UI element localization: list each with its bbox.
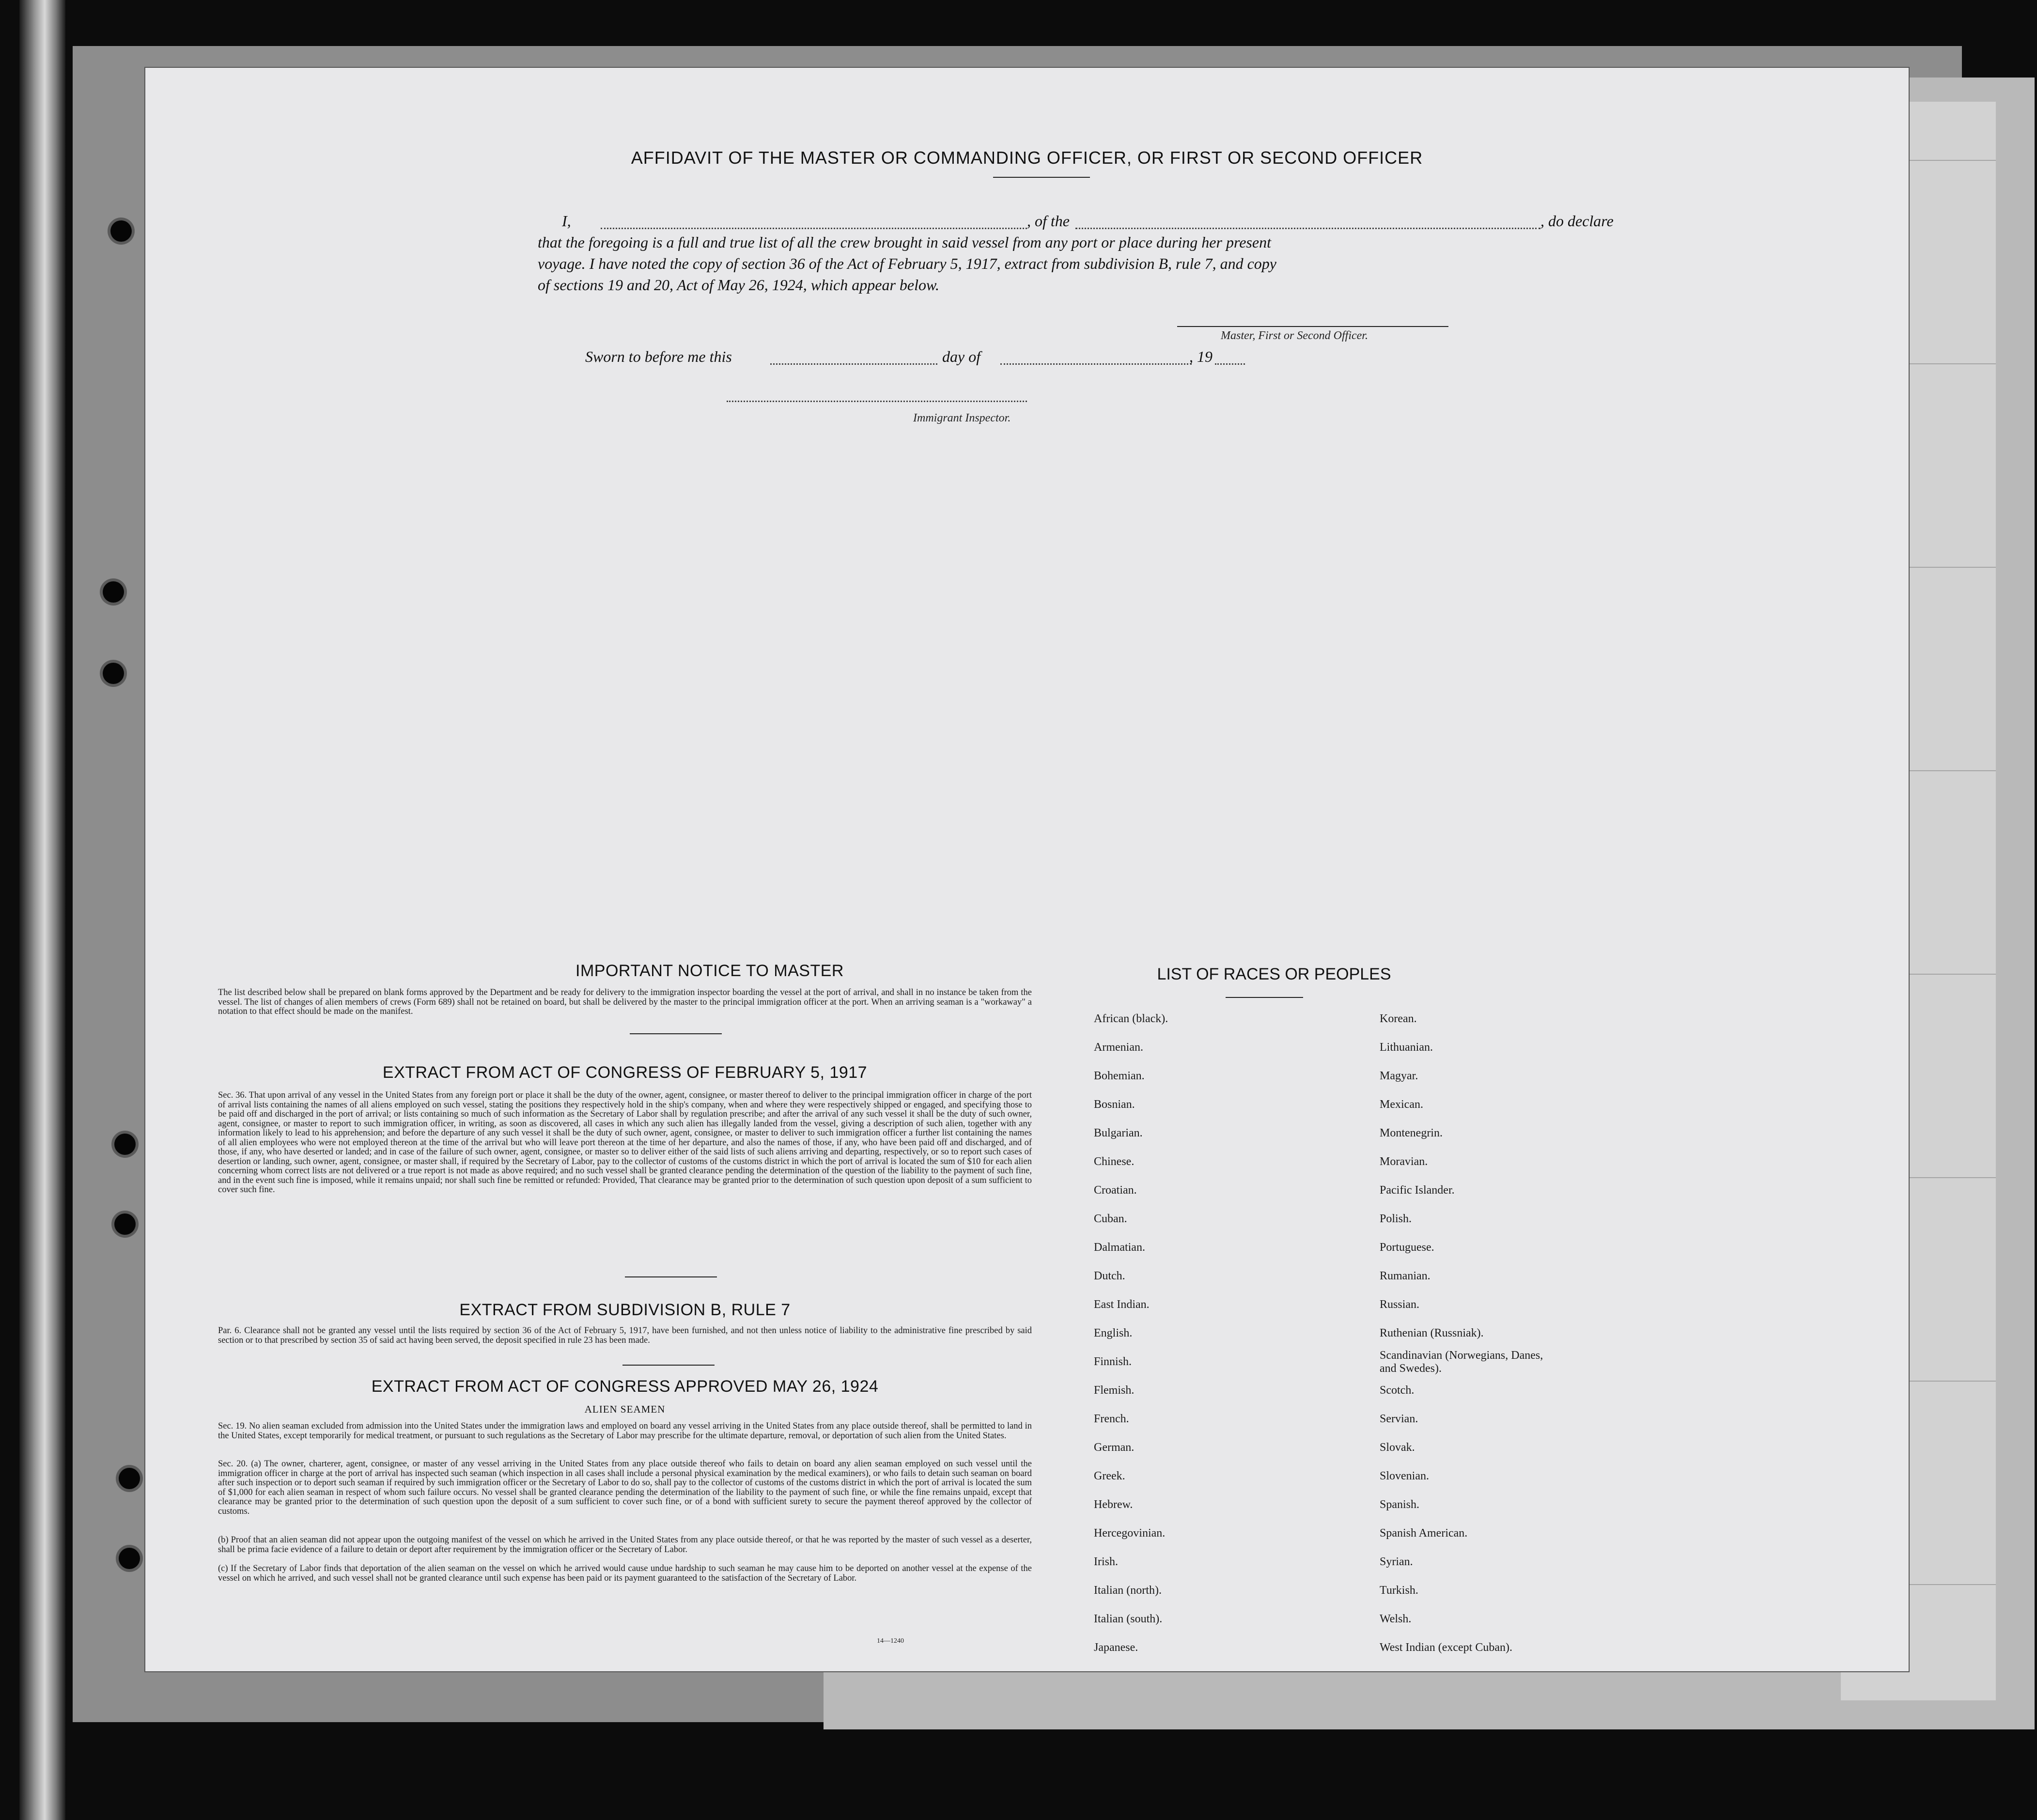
race-item: Armenian. (1094, 1041, 1143, 1054)
divider (622, 1365, 715, 1366)
sworn-year: , 19 (1189, 348, 1213, 365)
sec-20c-text: (c) If the Secretary of Labor finds that deportation of the alien seaman on the vessel on which he arrived would cause undue hardship to such seaman he may cause him to be deported on another vessel at the expense of the vessel on which he arrived, and such vessel shall not be granted clearance until such expense has been paid or its payment guaranteed to the satisfaction of the Secretary of Labor. (218, 1564, 1032, 1583)
race-item: Greek. (1094, 1470, 1125, 1482)
alien-seamen-subtitle: ALIEN SEAMEN (584, 1403, 666, 1415)
race-item: Slovenian. (1380, 1470, 1429, 1482)
race-item: Portuguese. (1380, 1241, 1434, 1254)
affidavit-line-2: that the foregoing is a full and true list of all the crew brought in said vessel from any port or place during her present (538, 233, 1271, 251)
race-item: African (black). (1094, 1012, 1168, 1025)
race-item: Montenegrin. (1380, 1127, 1443, 1139)
race-item: Moravian. (1380, 1155, 1428, 1168)
affidavit-i: I, (562, 212, 571, 230)
race-item: Scotch. (1380, 1384, 1415, 1397)
race-item: Croatian. (1094, 1184, 1137, 1197)
affidavit-line-3: voyage. I have noted the copy of section 36 of the Act of February 5, 1917, extract from subdivision B, rule 7, and copy (538, 255, 1276, 272)
sworn-prefix: Sworn to before me this (585, 348, 732, 365)
race-item: Bohemian. (1094, 1070, 1145, 1082)
binder-hole (114, 1213, 136, 1235)
affidavit-of-the: , of the (1027, 212, 1070, 230)
race-item: Korean. (1380, 1012, 1417, 1025)
binder-hole (103, 663, 124, 684)
race-item: Rumanian. (1380, 1270, 1431, 1282)
race-item: Spanish American. (1380, 1527, 1468, 1540)
form-number: 14—1240 (877, 1637, 904, 1645)
race-item: Bosnian. (1094, 1098, 1135, 1111)
binder-strip (19, 0, 65, 1820)
sworn-year-blank (1215, 363, 1245, 365)
race-item: Russian. (1380, 1298, 1420, 1311)
binder-hole (110, 220, 132, 242)
race-item: Finnish. (1094, 1355, 1132, 1368)
name-blank (601, 228, 1027, 229)
race-item: Mexican. (1380, 1098, 1423, 1111)
race-item: Hebrew. (1094, 1498, 1133, 1511)
binder-hole (114, 1134, 136, 1155)
race-item: Italian (south). (1094, 1613, 1163, 1625)
affidavit-title: AFFIDAVIT OF THE MASTER OR COMMANDING OFFICER, OR FIRST OR SECOND OFFICER (631, 148, 1423, 168)
inspector-signature-line (727, 401, 1027, 402)
binder-hole (103, 581, 124, 603)
race-item: East Indian. (1094, 1298, 1150, 1311)
extract-1924-title: EXTRACT FROM ACT OF CONGRESS APPROVED MAY 26, 1924 (371, 1377, 879, 1396)
binder-hole (119, 1548, 140, 1569)
race-item: Slovak. (1380, 1441, 1415, 1454)
affidavit-line-4: of sections 19 and 20, Act of May 26, 1924, which appear below. (538, 276, 939, 294)
race-item: Spanish. (1380, 1498, 1420, 1511)
race-item: Magyar. (1380, 1070, 1418, 1082)
vessel-blank (1075, 228, 1540, 229)
sworn-day-of: day of (942, 348, 981, 365)
sworn-month-blank (1000, 363, 1192, 365)
sec-20a-text: Sec. 20. (a) The owner, charterer, agent, consignee, or master of any vessel arriving in the United States from any place outside thereof who fails to detain on board any alien seaman employed on such vessel until the immigration officer in charge at the port of arrival has inspected such seaman (which inspection in all cases shall include a personal physical examination by the medical examiners), or who fails to detain such seaman on board after such inspection or to deport such seaman if required by such immigration officer or the Secretary of Labor to do so, shall pay to the collector of customs of the customs district in which the port of arrival is located the sum of $1,000 for each alien seaman in respect of whom such failure occurs. No vessel shall be granted clearance pending the determination of the liability to the payment of such fine, or while the fine remains unpaid, except that clearance may be granted prior to the determination of such question upon the deposit of a sum sufficient to cover such fine, or of a bond with sufficient surety to secure the payment thereof approved by the collector of customs. (218, 1459, 1032, 1516)
master-signature-caption: Master, First or Second Officer. (1221, 329, 1368, 342)
sec-20b-text: (b) Proof that an alien seaman did not appear upon the outgoing manifest of the vessel on which he arrived in the United States from any place outside thereof, or that he was reported by the master of such vessel as a deserter, shall be prima facie evidence of a failure to detain or deport after requirement by the immigration officer or the Secretary of Labor. (218, 1535, 1032, 1555)
races-title: LIST OF RACES OR PEOPLES (1157, 965, 1391, 983)
race-item: Syrian. (1380, 1556, 1413, 1568)
notice-text: The list described below shall be prepared on blank forms approved by the Department and be ready for delivery to the immigration inspector boarding the vessel at the port of arrival, and shall in no instance be taken from the vessel. The list of changes of alien members of crews (Form 689) shall not be retained on board, but shall be delivered by the master to the principal immigration officer at the port. When an arriving seaman is a "workaway" a notation to that effect should be made on the manifest. (218, 988, 1032, 1016)
race-item: English. (1094, 1327, 1133, 1339)
form-sheet (145, 68, 1909, 1671)
race-item: Hercegovinian. (1094, 1527, 1166, 1540)
race-item: Italian (north). (1094, 1584, 1162, 1597)
sec-19-text: Sec. 19. No alien seaman excluded from admission into the United States under the immigration laws and employed on board any vessel arriving in the United States from any place outside thereof, shall be permitted to land in the United States, except temporarily for medical treatment, or pursuant to such regulations as the Secretary of Labor may prescribe for the ultimate departure, removal, or deportation of such alien from the United States. (218, 1421, 1032, 1441)
divider (1226, 997, 1303, 998)
race-item: Chinese. (1094, 1155, 1135, 1168)
binder-hole (119, 1468, 140, 1489)
race-item: Lithuanian. (1380, 1041, 1433, 1054)
master-signature-line (1177, 326, 1448, 327)
extract-1917-title: EXTRACT FROM ACT OF CONGRESS OF FEBRUARY 5, 1917 (382, 1063, 868, 1082)
race-item: Bulgarian. (1094, 1127, 1143, 1139)
race-item: French. (1094, 1413, 1129, 1425)
race-item: Polish. (1380, 1213, 1412, 1225)
race-item: Flemish. (1094, 1384, 1135, 1397)
extract-1917-text: Sec. 36. That upon arrival of any vessel in the United States from any foreign port or place it shall be the duty of the owner, agent, consignee, or master thereof to deliver to the principal immigration officer in charge of the port of arrival lists containing the names of all aliens employed on such vessel, stating the positions they respectively hold in the ship's company, when and where they were respectively shipped or engaged, and specifying those to be paid off and discharged in the port of arrival; or lists containing so much of such information as the Secretary of Labor shall by regulation prescribe; and after the arrival of any such vessel it shall be the duty of such owner, agent, consignee, or master to report to such immigration officer, in writing, as soon as discovered, all cases in which any such alien has illegally landed from the vessel, giving a description of such alien, together with any information likely to lead to his apprehension; and before the departure of any such vessel it shall be the duty of such owner, agent, consignee, or master to deliver to such immigration officer a further list containing the names of all alien employees who were not employed thereon at the time of the arrival but who will leave port thereon at the time of her departure, and also the names of those, if any, who have been paid off and discharged, and of those, if any, who have deserted or landed; and in case of the failure of such owner, agent, consignee, or master so to deliver either of the said lists of such aliens arriving and departing, respectively, or so to report such cases of desertion or landing, such owner, agent, consignee, or master shall, if required by the Secretary of Labor, pay to the collector of customs of the customs district in which the port of arrival is located the sum of $10 for each alien concerning whom correct lists are not delivered or a true report is not made as above required; and no such vessel shall be granted clearance pending the determination of the question of the liability to the payment of such fine, and in the event such fine is imposed, while it remains unpaid; nor shall such fine be remitted or refunded: Provided, That clearance may be granted prior to the determination of such question upon deposit of a sum sufficient to cover such fine. (218, 1090, 1032, 1195)
race-item: Turkish. (1380, 1584, 1418, 1597)
race-item: Dalmatian. (1094, 1241, 1145, 1254)
race-item: Servian. (1380, 1413, 1418, 1425)
race-item: Scandinavian (Norwegians, Danes, and Swedes). (1380, 1349, 1543, 1375)
affidavit-declare: , do declare (1540, 212, 1614, 230)
race-item: German. (1094, 1441, 1135, 1454)
race-item: Dutch. (1094, 1270, 1125, 1282)
race-item: Pacific Islander. (1380, 1184, 1455, 1197)
sworn-day-blank (770, 363, 937, 365)
race-item: Ruthenian (Russniak). (1380, 1327, 1484, 1339)
title-rule (993, 177, 1090, 178)
race-item: Irish. (1094, 1556, 1118, 1568)
race-item: West Indian (except Cuban). (1380, 1641, 1512, 1654)
rule7-text: Par. 6. Clearance shall not be granted any vessel until the lists required by section 36 of the Act of February 5, 1917, have been furnished, and not then unless notice of liability to the administrative fine prescribed by said section or to that prescribed by section 35 of said act having been served, the deposit specified in rule 23 has been made. (218, 1326, 1032, 1345)
race-item: Welsh. (1380, 1613, 1412, 1625)
divider (630, 1033, 722, 1034)
rule7-title: EXTRACT FROM SUBDIVISION B, RULE 7 (459, 1301, 791, 1319)
race-item: Cuban. (1094, 1213, 1127, 1225)
divider (625, 1276, 717, 1277)
race-item: Japanese. (1094, 1641, 1138, 1654)
inspector-caption: Immigrant Inspector. (913, 412, 1011, 424)
notice-title: IMPORTANT NOTICE TO MASTER (575, 962, 844, 980)
